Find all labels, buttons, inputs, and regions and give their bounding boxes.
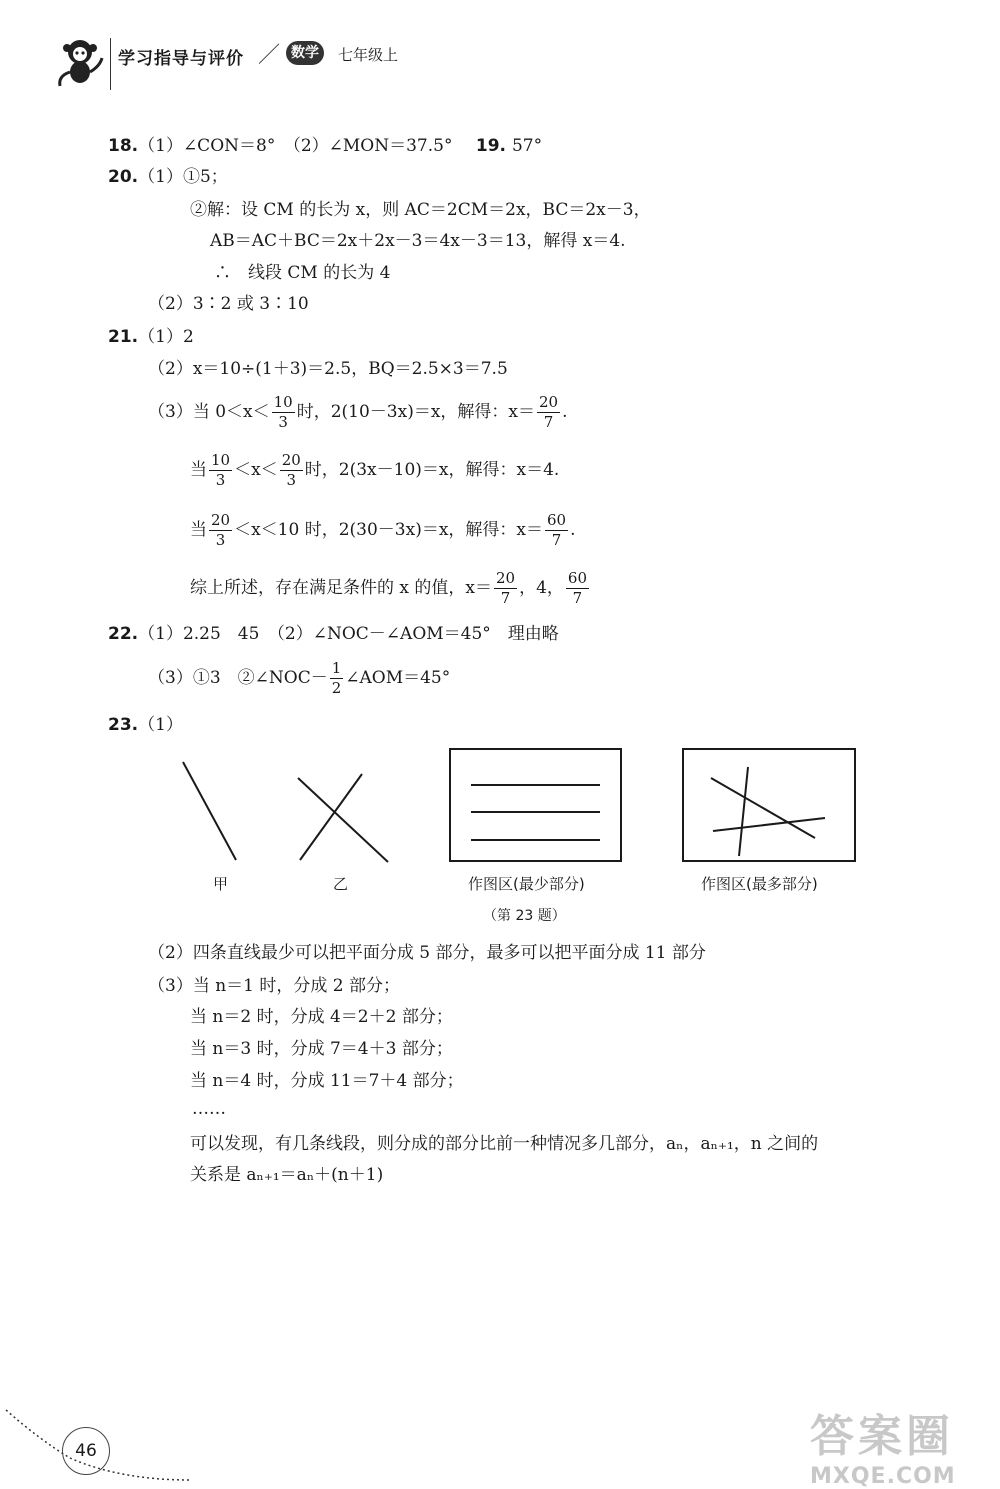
answer-line: （2）x＝10÷(1＋3)＝2.5，BQ＝2.5×3＝7.5 <box>148 359 508 379</box>
header-divider <box>110 38 111 90</box>
denominator: 7 <box>551 531 562 549</box>
answer-line: ∴ 线段 CM 的长为 4 <box>214 263 391 283</box>
answer-line-fraction <box>190 451 559 490</box>
question-number: 22. <box>108 624 139 644</box>
fraction <box>209 511 232 550</box>
numerator: 1 <box>331 659 342 677</box>
figure-min-box <box>450 749 621 861</box>
numerator: 20 <box>211 511 231 529</box>
figure-label-max: 作图区(最多部分) <box>701 875 818 893</box>
fraction <box>537 393 560 432</box>
fraction <box>545 511 568 550</box>
fraction <box>272 393 295 432</box>
answer-line: …… <box>192 1099 226 1119</box>
text-segment: （3）当 0＜x＜ <box>148 402 270 422</box>
text-segment: . <box>570 520 576 540</box>
question-23-figure <box>170 745 870 870</box>
denominator: 2 <box>331 679 342 697</box>
question-number: 23. <box>108 715 139 735</box>
fraction <box>330 659 344 698</box>
denominator: 7 <box>500 589 511 607</box>
fraction <box>209 451 232 490</box>
answer-line: （2）3∶2 或 3∶10 <box>148 294 309 314</box>
numerator: 20 <box>495 569 516 587</box>
numerator: 60 <box>567 569 587 587</box>
answer-line-fraction <box>190 569 591 608</box>
denominator: 7 <box>572 589 583 607</box>
figure-caption: （第 23 题） <box>483 908 566 924</box>
book-title: 学习指导与评价 <box>118 49 244 69</box>
denominator: 3 <box>215 471 226 489</box>
page-header <box>0 0 1000 110</box>
answer-20-part1 <box>108 165 228 189</box>
answer-line-fraction <box>148 393 568 432</box>
question-number: 20. <box>108 167 139 187</box>
question-number: 21. <box>108 327 139 347</box>
denominator: 3 <box>278 413 288 431</box>
subject-badge: 数学 <box>286 41 324 65</box>
text-segment: ＜x＜10 时，2(30－3x)＝x，解得：x＝ <box>234 520 544 540</box>
figure-max-box <box>683 749 855 861</box>
answer-line: （3）当 n＝1 时，分成 2 部分； <box>148 976 401 996</box>
fraction <box>280 451 303 490</box>
figure-max-line-3 <box>739 767 748 856</box>
answer-line: 当 n＝3 时，分成 7＝4＋3 部分； <box>190 1039 453 1059</box>
text-segment: ＜x＜ <box>234 460 278 480</box>
figure-label-min: 作图区(最少部分) <box>468 875 585 893</box>
answer-line: ②解：设 CM 的长为 x，则 AC＝2CM＝2x，BC＝2x－3， <box>190 200 651 220</box>
figure-max-line-1 <box>713 818 825 831</box>
watermark-chinese: 答案圈 <box>810 1411 954 1462</box>
grade-label: 七年级上 <box>338 46 399 64</box>
header-slash: ／ <box>258 43 281 68</box>
text-segment: 时，2(3x－10)＝x，解得：x＝4. <box>304 460 560 480</box>
numerator: 60 <box>547 511 567 529</box>
answer-18-19 <box>108 134 542 158</box>
page-number: 46 <box>62 1427 110 1475</box>
answer-21-part1 <box>108 325 194 349</box>
answer-line-fraction <box>190 511 576 550</box>
answer-line: 当 n＝4 时，分成 11＝7＋4 部分； <box>190 1071 464 1091</box>
figure-label-yi: 乙 <box>333 875 349 893</box>
figure-yi-line-1 <box>300 774 362 860</box>
text-segment: 综上所述，存在满足条件的 x 的值，x＝ <box>190 578 492 598</box>
question-number: 18. <box>108 136 139 156</box>
text-segment: 时，2(10－3x)＝x，解得：x＝ <box>296 402 536 422</box>
answer-text: （1）①5； <box>138 167 228 187</box>
numerator: 10 <box>273 393 293 411</box>
fraction <box>566 569 589 608</box>
figure-jia-line <box>183 762 236 860</box>
answer-23-part1 <box>108 713 183 737</box>
answer-text: （1）2.25 45 （2）∠NOC－∠AOM＝45° 理由略 <box>138 624 559 644</box>
answer-line: 关系是 aₙ₊₁＝aₙ＋(n＋1) <box>190 1165 384 1185</box>
answer-line: AB＝AC＋BC＝2x＋2x－3＝4x－3＝13，解得 x＝4. <box>210 231 626 251</box>
monkey-mascot-icon <box>50 36 106 88</box>
answer-line: 当 n＝2 时，分成 4＝2＋2 部分； <box>190 1007 453 1027</box>
answer-text: （1） <box>138 715 183 735</box>
numerator: 20 <box>539 393 559 411</box>
answer-line: 可以发现，有几条线段，则分成的部分比前一种情况多几部分，aₙ，aₙ₊₁，n 之间的 <box>190 1134 819 1154</box>
answer-text: 57° <box>511 136 543 156</box>
answer-line-fraction <box>148 659 450 698</box>
denominator: 3 <box>286 471 296 489</box>
numerator: 20 <box>281 451 301 469</box>
text-segment: （3）①3 ②∠NOC－ <box>148 668 328 688</box>
figure-label-jia: 甲 <box>213 875 229 893</box>
text-segment: 当 <box>190 520 207 540</box>
question-number: 19. <box>475 136 506 156</box>
text-segment: . <box>562 402 568 422</box>
answer-text: （1）∠CON＝8° （2）∠MON＝37.5° <box>138 136 453 156</box>
text-segment: ，4， <box>519 578 564 598</box>
site-watermark <box>810 1400 956 1489</box>
answer-text: （1）2 <box>138 327 194 347</box>
watermark-url: MXQE.COM <box>810 1464 956 1489</box>
text-segment: 当 <box>190 460 207 480</box>
answer-22-part1 <box>108 622 559 646</box>
figure-yi-line-2 <box>298 778 388 862</box>
fraction <box>494 569 517 608</box>
answer-line: （2）四条直线最少可以把平面分成 5 部分，最多可以把平面分成 11 部分 <box>148 943 706 963</box>
denominator: 7 <box>543 413 554 431</box>
denominator: 3 <box>215 531 226 549</box>
numerator: 10 <box>211 451 231 469</box>
text-segment: ∠AOM＝45° <box>345 668 451 688</box>
